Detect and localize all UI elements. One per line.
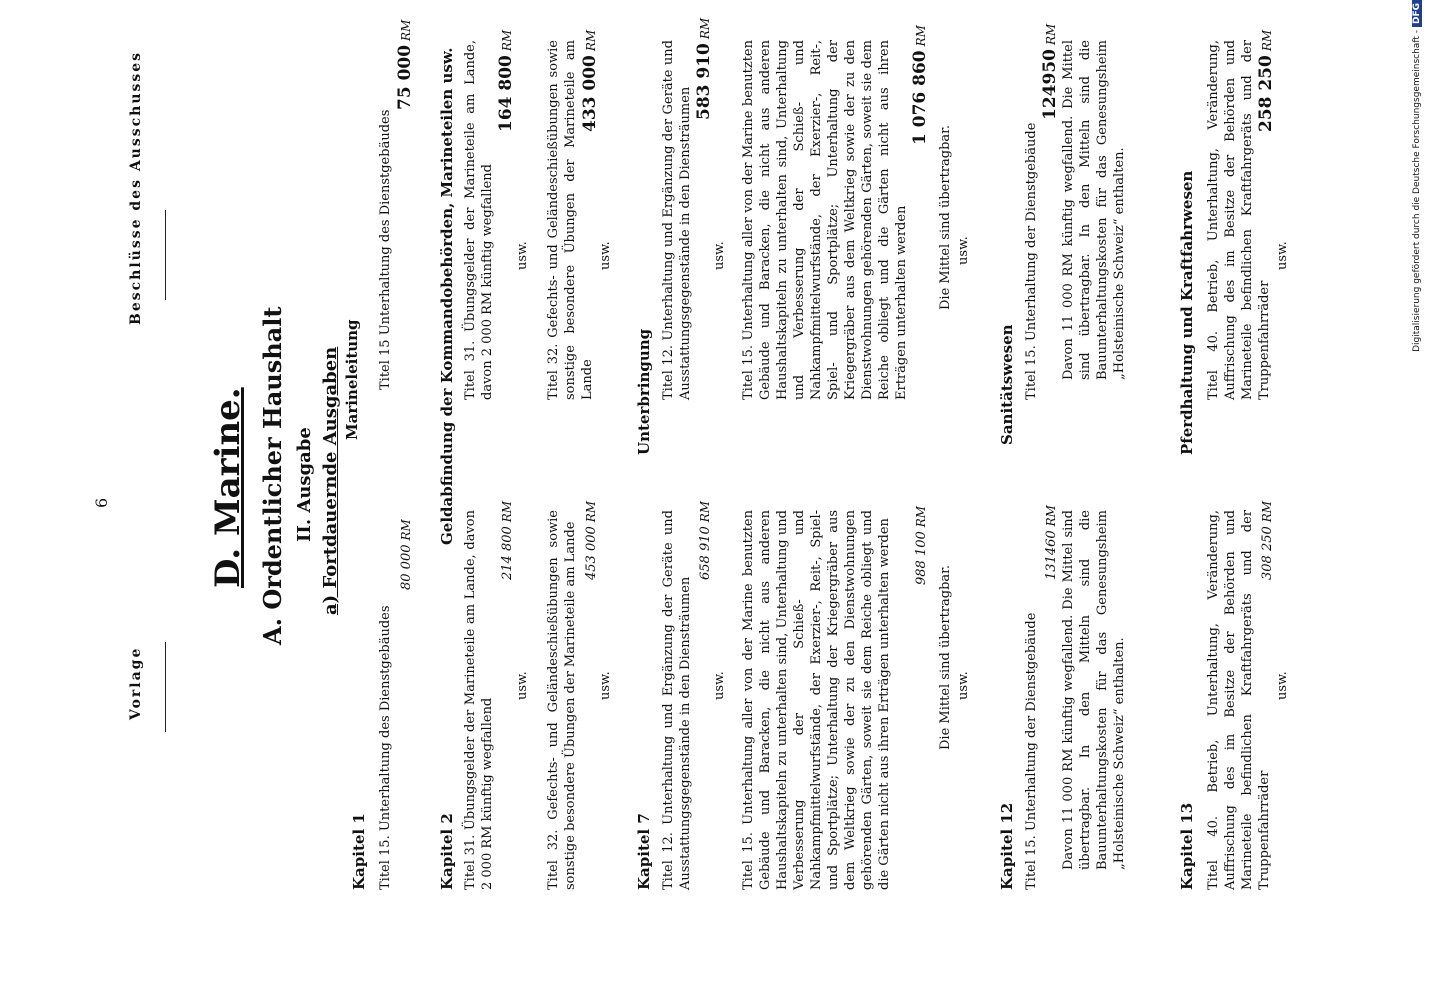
k7-t12-old-amount: 658 910RM	[698, 500, 713, 580]
kapitel-13-heading: Pferdhaltung und Kraftfahrwesen	[1178, 170, 1196, 455]
k1-t15-text: Titel 15. Unterhaltung des Dienstgebäudes	[378, 605, 393, 890]
k7-t12-text: Titel 12. Unterhaltung und Ergänzung der Geräte und Ausstattungsgegenstände in den Diensträumen	[661, 510, 693, 890]
kapitel-2-label: Kapitel 2	[438, 813, 456, 890]
k12-t15-new-text: Titel 15. Unterhaltung der Dienstgebäude	[1024, 122, 1039, 400]
k7-t12-usw: usw.	[712, 671, 727, 700]
k2-t31-new-amount: 164 800RM	[496, 29, 516, 132]
k7-t15-new-text: Titel 15. Unterhaltung aller von der Marine benutzten Gebäude und Baracken, die nicht aus anderen Haushaltskapiteln zu unterhalten sind, Unterhaltung und Verbesserung der Schieß- und Nahkampfmittelwurfstände, der Exerzier-, Reit-, Spiel- und Sportplätze; Unterhaltung der Kriegergräber aus dem Weltkrieg sowie der zu den Dienstwohnungen gehörenden Gärten, soweit sie dem Reiche obliegt und die Gärten nicht aus ihren Erträgen unterhalten werden	[741, 40, 909, 400]
k2-t32-new-amount: 433 000RM	[580, 29, 600, 132]
kapitel-12-label: Kapitel 12	[998, 802, 1016, 890]
k7-t15-text: Titel 15. Unterhaltung aller von der Marine benutzten Gebäude und Baracken, die nicht aus anderen Haushaltskapiteln zu unterhalten sind, Unterhaltung und Verbesserung der Schieß- und Nahkampfmittelwurfstände, der Exerzier-, Reit-, Spiel- und Sportplätze; Unterhaltung der Kriegergräber aus dem Weltkrieg sowie der zu den Dienstwohnungen gehörenden Gärten, soweit sie dem Reiche obliegt und die Gärten nicht aus ihren Erträgen unterhalten werden	[741, 510, 892, 890]
k7-t15-note: Die Mittel sind übertragbar.	[938, 564, 953, 750]
k2-t32-old-amount: 453 000RM	[584, 500, 599, 580]
k2-t31-new-text: Titel 31. Übungsgelder der Marineteile am Lande, davon 2 000 RM künftig wegfallend	[463, 40, 495, 400]
watermark-text: Digitalisierung gefördert durch die Deutsche Forschungsgemeinschaft -	[1412, 30, 1422, 352]
k2-t31-old-amount: 214 800RM	[500, 500, 515, 580]
k1-t15-new-text: Titel 15 Unterhaltung des Dienstgebäudes	[378, 109, 393, 390]
part-title: A. Ordentlicher Haushalt	[258, 306, 287, 645]
section-title: D. Marine.	[208, 387, 248, 588]
k2-t32-new-text: Titel 32. Gefechts- und Geländeschießübungen sowie sonstige besondere Übungen der Marineteile am Lande	[546, 40, 595, 400]
k2-t32-text: Titel 32. Gefechts- und Geländeschießübungen sowie sonstige besondere Übungen der Marineteile am Lande	[546, 510, 578, 890]
k7-t12-new-text: Titel 12. Unterhaltung und Ergänzung der Geräte und Ausstattungsgegenstände in den Diensträumen	[661, 40, 693, 400]
header-right-label: Beschlüsse des Ausschusses	[128, 50, 144, 325]
k13-t40-text: Titel 40. Betrieb, Unterhaltung, Veränderung, Auffrischung des im Besitze der Behörden und Marineteile befindlichen Kraftfahrgeräts und der Truppenfahrräder	[1206, 510, 1272, 890]
header-left-rule	[165, 642, 166, 732]
chapter-section-title: II. Ausgabe	[294, 427, 315, 542]
header-right-rule	[165, 210, 166, 300]
header-left-label: Vorlage	[128, 646, 144, 720]
k2-t31-new-usw: usw.	[515, 241, 530, 270]
k1-t15-new-amount: 75 000RM	[395, 19, 415, 110]
dfg-logo: DFG	[1412, 0, 1422, 27]
k7-t15-old-amount: 988 100RM	[914, 505, 929, 585]
kapitel-1-heading: Marineleitung	[343, 319, 361, 440]
k12-t15-text: Titel 15. Unterhaltung der Dienstgebäude	[1024, 612, 1039, 890]
k12-t15-old-amount: 131460RM	[1044, 505, 1059, 580]
k12-new-note: Davon 11 000 RM künftig wegfallend. Die Mittel sind übertragbar. In den Mitteln sind die Bauunterhaltungskosten für das Genesungsheim „Holsteinische Schweiz“ enthalten.	[1061, 40, 1127, 380]
k2-t31-text: Titel 31. Übungsgelder der Marineteile am Lande, davon 2 000 RM künftig wegfallend	[463, 510, 495, 890]
k13-t40-new-amount: 258 250RM	[1256, 29, 1276, 132]
page-number: 6	[92, 497, 111, 508]
k12-note: Davon 11 000 RM künftig wegfallend. Die Mittel sind übertragbar. In den Mitteln sind die Bauunterhaltungskosten für das Genesungsheim „Holsteinische Schweiz“ enthalten.	[1061, 510, 1127, 870]
kapitel-13-label: Kapitel 13	[1178, 802, 1196, 890]
k7-t12-new-usw: usw.	[712, 241, 727, 270]
k7-t15-new-amount: 1 076 860RM	[910, 25, 930, 145]
kapitel-2-heading: Geldabfindung der Kommandobehörden, Marineteilen usw.	[438, 47, 456, 545]
k13-t40-new-text: Titel 40. Betrieb, Unterhaltung, Veränderung, Auffrischung des im Besitze der Behörden und Marineteile befindlichen Kraftfahrgeräts und der Truppenfahrräder	[1206, 40, 1272, 400]
k7-t15-new-usw: usw.	[956, 236, 971, 265]
subsection-title: a) Fortdauernde Ausgaben	[320, 346, 341, 615]
kapitel-1-label: Kapitel 1	[350, 813, 368, 890]
k7-t12-new-amount: 583 910RM	[694, 17, 714, 120]
k7-t15-usw: usw.	[956, 671, 971, 700]
k1-t15-old-amount: 80 000RM	[399, 519, 414, 590]
k13-t40-new-usw: usw.	[1275, 241, 1290, 270]
k2-t31-usw: usw.	[515, 671, 530, 700]
kapitel-7-label: Kapitel 7	[635, 813, 653, 890]
k13-t40-old-amount: 308 250RM	[1260, 500, 1275, 580]
k2-t32-usw: usw.	[598, 671, 613, 700]
digitization-watermark	[1412, 0, 1426, 1000]
k12-t15-new-amount: 124950RM	[1040, 23, 1060, 120]
k13-t40-usw: usw.	[1275, 671, 1290, 700]
k2-t32-new-usw: usw.	[598, 241, 613, 270]
kapitel-7-heading: Unterbringung	[635, 328, 653, 455]
k7-t15-new-note: Die Mittel sind übertragbar.	[938, 124, 953, 310]
kapitel-12-heading: Sanitätswesen	[998, 324, 1016, 445]
